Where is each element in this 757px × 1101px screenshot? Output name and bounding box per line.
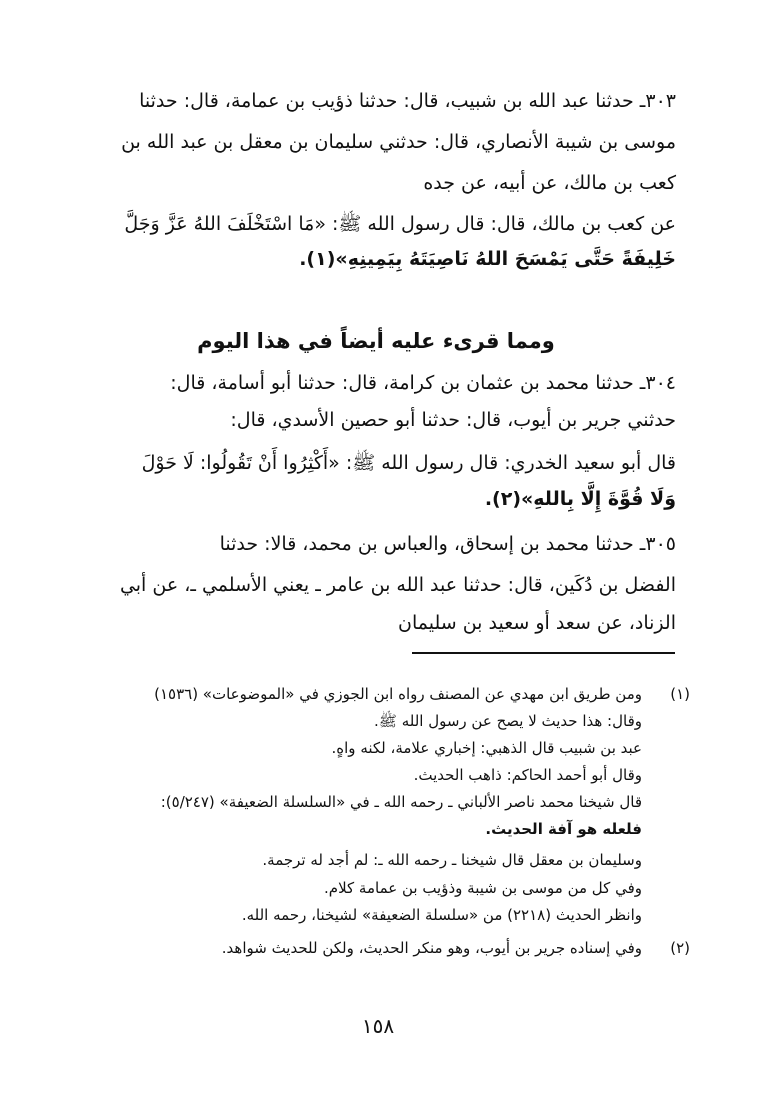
hadith-305-line-3: الزناد، عن سعد أو سعيد بن سليمان [398,612,676,634]
hadith-303-line-1: ٣٠٣ـ حدثنا عبد الله بن شبيب، قال: حدثنا ذؤيب بن عمامة، قال: حدثنا [139,90,676,112]
footnote-1-line-4: وقال أبو أحمد الحاكم: ذاهب الحديث. [413,766,642,784]
page-number: ١٥٨ [361,1014,395,1038]
hadith-304-line-4: وَلَا قُوَّةَ إِلَّا بِاللهِ»(٢). [484,488,676,510]
footnote-1-line-3: عبد بن شبيب قال الذهبي: إخباري علامة، لكنه واهٍ. [331,739,642,757]
footnote-1-line-8: وفي كل من موسى بن شيبة وذؤيب بن عمامة كلام. [324,879,642,897]
footnote-separator [412,652,675,654]
footnote-1-line-1: ومن طريق ابن مهدي عن المصنف رواه ابن الجوزي في «الموضوعات» (١٥٣٦) [154,685,642,703]
hadith-304-line-2: حدثني جرير بن أيوب، قال: حدثنا أبو حصين الأسدي، قال: [230,409,676,431]
footnote-1-line-6: فلعله هو آفة الحديث. [485,820,642,838]
footnote-1-line-2: وقال: هذا حديث لا يصح عن رسول الله ﷺ. [374,712,642,730]
footnote-2-line-1: وفي إسناده جرير بن أيوب، وهو منكر الحديث، ولكن للحديث شواهد. [221,939,642,957]
hadith-303-line-5: خَلِيفَةً حَتَّى يَمْسَحَ اللهُ نَاصِيَتَهُ بِيَمِينِهِ»(١). [299,248,676,270]
hadith-305-line-2: الفضل بن دُكَين، قال: حدثنا عبد الله بن عامر ـ يعني الأسلمي ـ، عن أبي [119,574,676,596]
hadith-305-line-1: ٣٠٥ـ حدثنا محمد بن إسحاق، والعباس بن محمد، قالا: حدثنا [219,533,676,555]
hadith-303-line-4: عن كعب بن مالك، قال: قال رسول الله ﷺ: «مَا اسْتَخْلَفَ اللهُ عَزَّ وَجَلَّ [124,213,676,235]
hadith-303-line-3: كعب بن مالك، عن أبيه، عن جده [423,172,676,194]
footnote-1-line-7: وسليمان بن معقل قال شيخنا ـ رحمه الله ـ: لم أجد له ترجمة. [262,851,642,869]
hadith-304-line-1: ٣٠٤ـ حدثنا محمد بن عثمان بن كرامة، قال: حدثنا أبو أسامة، قال: [170,372,676,394]
footnote-2-number: (٢) [670,939,690,957]
footnote-1-line-5: قال شيخنا محمد ناصر الألباني ـ رحمه الله ـ في «السلسلة الضعيفة» (٥/٢٤٧): [160,793,642,811]
hadith-303-line-2: موسى بن شيبة الأنصاري، قال: حدثني سليمان بن معقل بن عبد الله بن [121,131,676,153]
footnote-1-line-9: وانظر الحديث (٢٢١٨) من «سلسلة الضعيفة» لشيخنا، رحمه الله. [241,906,642,924]
hadith-304-line-3: قال أبو سعيد الخدري: قال رسول الله ﷺ: «أَكْثِرُوا أَنْ تَقُولُوا: لَا حَوْلَ [141,452,676,474]
section-heading: ومما قرىء عليه أيضاً في هذا اليوم [197,329,555,353]
footnote-1-number: (١) [670,685,690,703]
